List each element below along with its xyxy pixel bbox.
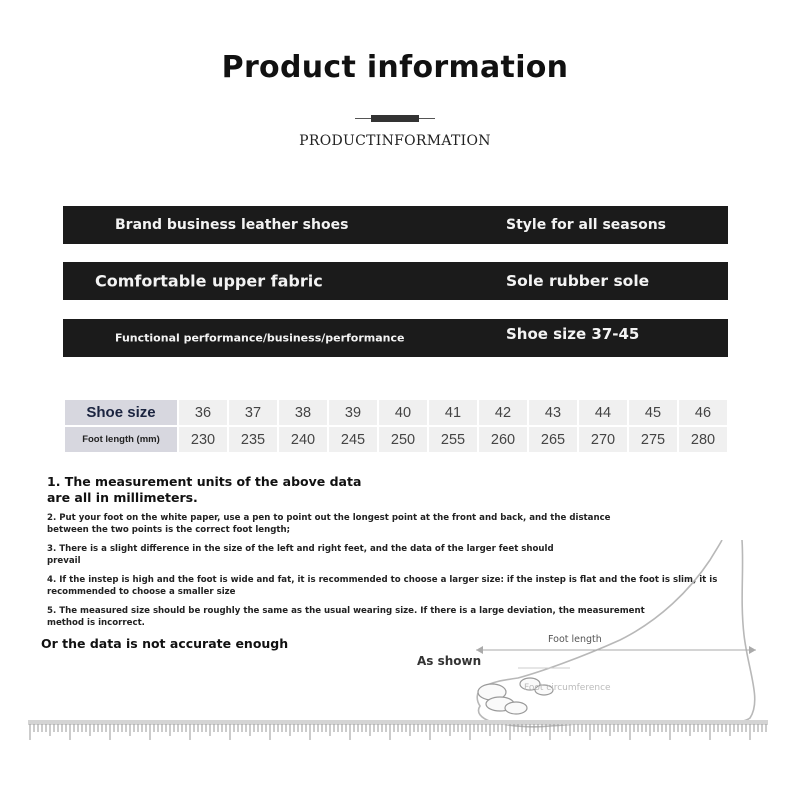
table-cell: 250 — [379, 427, 427, 452]
table-cell: 42 — [479, 400, 527, 425]
table-cell: 235 — [229, 427, 277, 452]
table-row-lengths — [65, 427, 727, 452]
note-6: Or the data is not accurate enough — [41, 636, 289, 651]
foot-circumference-label: Foot circumference — [524, 683, 611, 693]
as-shown-label: As shown — [417, 654, 482, 668]
foot-diagram — [470, 540, 770, 740]
note-3: 3. There is a slight difference in the size of the left and right feet, and the data of the larger feet should prevail — [47, 544, 554, 566]
table-cell: 45 — [629, 400, 677, 425]
info-row-right: Style for all seasons — [506, 217, 667, 233]
table-cell: 41 — [429, 400, 477, 425]
note-2: 2. Put your foot on the white paper, use a pen to point out the longest point at the front and back, and the distance between the two points is the correct foot length; — [47, 513, 611, 535]
note-4: 4. If the instep is high and the foot is wide and fat, it is recommended to choose a larger size: if the instep is flat and the foot is slim, it is recommended to choose a smaller size — [47, 575, 718, 597]
table-cell: 260 — [479, 427, 527, 452]
table-cell: 245 — [329, 427, 377, 452]
table-cell: 275 — [629, 427, 677, 452]
divider-bar — [371, 115, 419, 122]
page-title: Product information — [221, 50, 569, 85]
table-cell: 44 — [579, 400, 627, 425]
table-header-shoe-size: Shoe size — [65, 400, 177, 425]
note-1: 1. The measurement units of the above data are all in millimeters. — [47, 474, 362, 505]
arrow-left-icon — [476, 646, 483, 654]
table-cell: 40 — [379, 400, 427, 425]
table-header-foot-length: Foot length (mm) — [65, 427, 177, 452]
title-divider — [355, 113, 435, 123]
table-cell: 255 — [429, 427, 477, 452]
table-cell: 43 — [529, 400, 577, 425]
foot-length-label: Foot length — [548, 634, 602, 645]
info-row-left: Brand business leather shoes — [115, 217, 349, 233]
table-row-sizes — [65, 400, 727, 425]
ruler-graphic — [28, 720, 768, 742]
info-row-right: Sole rubber sole — [506, 272, 650, 290]
table-cell: 240 — [279, 427, 327, 452]
ruler-ticks — [30, 724, 768, 740]
info-row-left: Functional performance/business/performance — [115, 331, 405, 345]
info-row-right: Shoe size 37-45 — [506, 325, 640, 344]
info-row-brand — [63, 206, 728, 244]
foot-outline — [477, 540, 755, 727]
table-cell: 46 — [679, 400, 727, 425]
table-cell: 265 — [529, 427, 577, 452]
table-cell: 39 — [329, 400, 377, 425]
table-cell: 36 — [179, 400, 227, 425]
arrow-right-icon — [749, 646, 756, 654]
table-cell: 38 — [279, 400, 327, 425]
table-cell: 230 — [179, 427, 227, 452]
note-5: 5. The measured size should be roughly the same as the usual wearing size. If there is a large deviation, the measurement method is incorrect. — [47, 606, 645, 628]
table-cell: 280 — [679, 427, 727, 452]
info-row-upper — [63, 262, 728, 300]
info-row-left: Comfortable upper fabric — [95, 271, 323, 291]
table-cell: 37 — [229, 400, 277, 425]
page-subtitle: PRODUCTINFORMATION — [299, 133, 491, 149]
info-row-function — [63, 319, 728, 357]
table-cell: 270 — [579, 427, 627, 452]
size-table — [63, 398, 729, 454]
